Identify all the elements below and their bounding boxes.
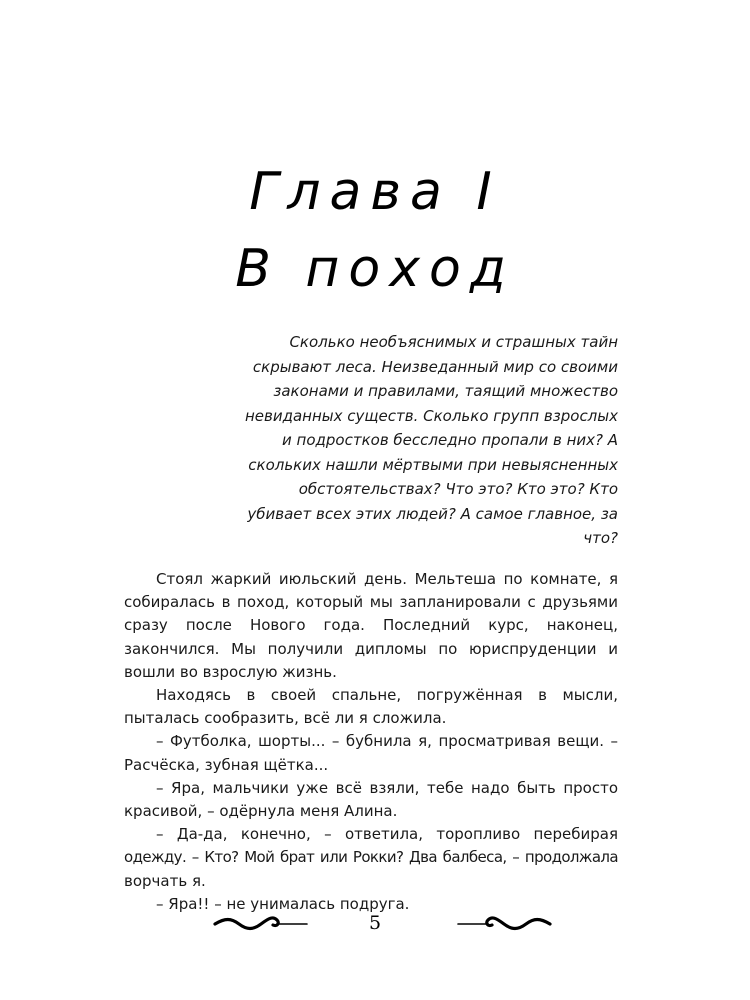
chapter-title-line-2: В поход [235,239,515,299]
body-text [124,568,618,916]
body-line: – Яра, мальчики уже всё взяли, тебе надо быть просто [156,778,618,797]
body-line: одежду. – Кто? Мой брат или Рокки? Два балбеса, – продолжала [124,848,618,867]
body-line: Расчёска, зубная щётка... [124,755,329,774]
epigraph-line: невиданных существ. Сколько групп взрослых [244,406,618,425]
body-line: сразу после Нового года. Последний курс, наконец, [124,616,618,635]
chapter-title-line-1: Глава I [249,162,501,222]
body-line: Стоял жаркий июльский день. Мельтеша по комнате, я [156,570,618,588]
body-line: – Да-да, конечно, – ответила, торопливо перебирая [156,825,618,844]
epigraph [226,330,618,551]
body-line: закончился. Мы получили дипломы по юриспруденции и [124,639,618,658]
epigraph-line: обстоятельствах? Что это? Кто это? Кто [298,480,618,498]
epigraph-line: скольких нашли мёртвыми при невыясненных [248,455,618,474]
body-line: – Яра!! – не унималась подруга. [156,894,410,913]
body-line: ворчать я. [124,871,206,890]
epigraph-line: законами и правилами, таящий множество [273,382,618,400]
body-line: красивой, – одёрнула меня Алина. [124,802,398,821]
epigraph-line: скрывают леса. Неизведанный мир со своими [252,357,618,376]
epigraph-line: что? [583,529,618,547]
epigraph-line: Сколько необъяснимых и страшных тайн [289,333,618,351]
body-line: пыталась сообразить, всё ли я сложила. [124,709,447,728]
body-line: – Футболка, шорты... – бубнила я, просматривая вещи. – [156,732,618,751]
page-number: 5 [368,912,382,934]
body-line: собиралась в поход, который мы запланировали с друзьями [124,593,618,612]
body-line: вошли во взрослую жизнь. [124,662,337,681]
page-footer [0,908,750,944]
epigraph-line: убивает всех этих людей? А самое главное, за [247,504,618,523]
epigraph-line: и подростков бесследно пропали в них? А [282,431,618,449]
body-line: Находясь в своей спальне, погружённая в мысли, [156,686,618,705]
swirl-ornament-icon [456,912,552,936]
